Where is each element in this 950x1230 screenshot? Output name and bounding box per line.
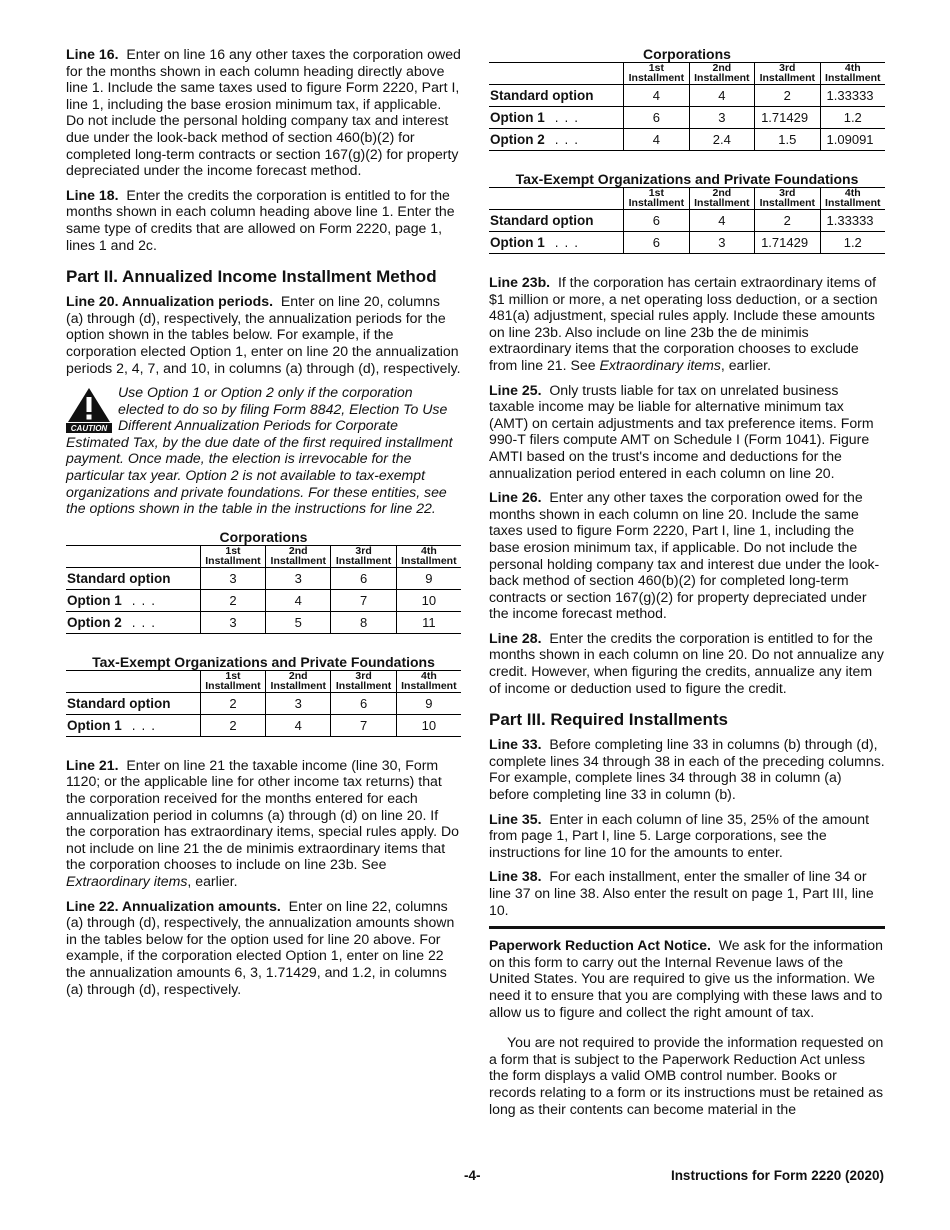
row-label-text: Option 2 [490, 132, 545, 147]
line38-paragraph: Line 38. For each installment, enter the smaller of line 34 or line 37 on line 38. Also enter the result on page 1, Part III, line 10. [489, 868, 874, 918]
line16-paragraph: Line 16. Enter on line 16 any other taxes the corporation owed for the months shown in each column heading directly above line 1. Include the same taxes used to figure Form 2220, Part I, line 1, including the base erosion minimum tax, if applicable. Do not include the personal holding company tax and interest due under the look-back method of section 460(b)(2) for completed long-term contracts or section 167(g)(2) for property depreciated under the income forecast method. [66, 46, 461, 179]
row-label [489, 107, 624, 129]
column-header-ordinal: 3rd [779, 187, 796, 199]
table-cell: 3 [200, 567, 265, 589]
table-corporations-amounts-title: Corporations [643, 46, 731, 62]
column-header [200, 670, 265, 692]
leader-dots: ... [131, 717, 162, 733]
table-cell: 7 [331, 714, 396, 736]
leader-dots: ... [131, 614, 162, 630]
row-label-text: Standard option [490, 88, 594, 103]
table-cell: 2 [200, 692, 265, 714]
row-label [489, 129, 624, 151]
column-header-ordinal: 1st [648, 187, 664, 199]
row-label-text: Option 1 [67, 592, 122, 608]
table-cell: 9 [396, 567, 461, 589]
table-cell: 4 [266, 714, 331, 736]
table-cell: 6 [331, 567, 396, 589]
column-header [331, 670, 396, 692]
table-cell: 4 [624, 129, 689, 151]
table-cell: 3 [689, 107, 754, 129]
table-cell: 9 [396, 692, 461, 714]
table-row [489, 210, 885, 232]
column-header-word: Installment [694, 72, 750, 84]
column-header [820, 188, 885, 210]
column-header-ordinal: 1st [225, 544, 241, 557]
table-row [489, 129, 885, 151]
table-cell: 3 [689, 232, 754, 254]
row-label [66, 567, 200, 589]
column-header-word: Installment [401, 554, 457, 567]
column-header-word: Installment [694, 197, 750, 209]
table-row [66, 589, 461, 611]
table-row [66, 567, 461, 589]
table-cell: 6 [624, 232, 689, 254]
table-cell: 10 [396, 714, 461, 736]
right-column [489, 46, 885, 1125]
column-header-ordinal: 4th [844, 187, 861, 199]
table-corporations-periods [66, 545, 461, 634]
table-cell: 6 [624, 107, 689, 129]
column-header [331, 545, 396, 567]
omb-paragraph: You are not required to provide the information requested on a form that is subject to the Paperwork Reduction Act unless the form displays a valid OMB control number. Books or records relating to a form or its instructions must be retained as long as their contents can become material in the [489, 1034, 884, 1117]
column-header [624, 188, 689, 210]
part3-heading: Part III. Required Installments [489, 710, 729, 730]
table-cell: 2 [200, 589, 265, 611]
table-exempt-periods [66, 670, 461, 737]
table-cell: 7 [331, 589, 396, 611]
line18-paragraph: Line 18. Enter the credits the corporation is entitled to for the months shown in each column heading above line 1. Enter the same type of credits that are allowed on Form 2220, page 1, lines 1 and 2c. [66, 186, 455, 253]
column-header [200, 545, 265, 567]
page-number: -4- [464, 1168, 481, 1183]
table-corporations-amounts [489, 62, 885, 151]
table-cell: 2 [200, 714, 265, 736]
part2-heading: Part II. Annualized Income Installment Method [66, 267, 437, 287]
table-cell: 4 [689, 85, 754, 107]
row-label-text: Standard option [490, 213, 594, 228]
table-cell: 6 [624, 210, 689, 232]
column-header-ordinal: 3rd [355, 544, 372, 557]
line25-paragraph: Line 25. Only trusts liable for tax on unrelated business taxable income may be liable for alternative minimum tax (AMT) on certain adjustments and tax preference items. Form 990-T filers compute AMT on Schedule I (Form 1041). Figure AMTI based on the trust's income and deductions for the annualization period entered in each column on line 20. [489, 381, 874, 481]
caution-note [66, 384, 461, 517]
column-header [689, 63, 754, 85]
table-row [489, 85, 885, 107]
table-cell: 3 [200, 611, 265, 633]
line21-paragraph: Line 21. Enter on line 21 the taxable income (line 30, Form 1120; or the applicable line for other income tax returns) that the corporation received for the months entered for each annualization period in columns (a) through (d) on line 20. If the corporation has extraordinary items, special rules apply. Do not include on line 21 the de minimis extraordinary items that the corporation chooses to include on line 23b. See Extraordinary items, earlier. [66, 756, 459, 889]
table-cell: 4 [689, 210, 754, 232]
row-label-text: Option 1 [67, 717, 122, 733]
column-header-ordinal: 2nd [288, 544, 308, 557]
column-header-ordinal: 2nd [712, 62, 732, 74]
line23b-paragraph: Line 23b. If the corporation has certain extraordinary items of $1 million or more, a net operating loss deduction, or a section 481(a) adjustment, special rules apply. Include these amounts on line 23b. Also include on line 23b the de minimis extraordinary items that the corporation chooses to exclude from line 21. See Extraordinary items, earlier. [489, 274, 878, 373]
column-header [755, 63, 820, 85]
table-cell: 1.71429 [755, 232, 820, 254]
row-label [66, 692, 200, 714]
column-header-word: Installment [759, 197, 816, 209]
table-cell: 1.2 [820, 107, 885, 129]
column-header-word: Installment [205, 554, 261, 567]
table-cell: 4 [624, 85, 689, 107]
table-cell: 1.09091 [820, 129, 885, 151]
table-cell: 8 [331, 611, 396, 633]
left-column [66, 46, 461, 1005]
caution-text: Use Option 1 or Option 2 only if the corporation elected to do so by filing Form 8842, Election To Use Different Annualization Periods for Corporate Estimated Tax, by the due date of the first required installment payment. Once made, the election is irrevocable for the particular tax year. Option 2 is not available to tax-exempt organizations and private foundations. For these entities, see the options shown in the table in the instructions for line 22. [66, 384, 453, 517]
column-header-word: Installment [401, 679, 457, 692]
row-label [489, 85, 624, 107]
column-header-word: Installment [759, 72, 816, 84]
table-cell: 11 [396, 611, 461, 633]
caution-icon [66, 387, 112, 433]
column-header [396, 670, 461, 692]
column-header-ordinal: 3rd [355, 669, 372, 682]
header-blank [66, 545, 200, 567]
line33-paragraph: Line 33. Before completing line 33 in columns (b) through (d), complete lines 34 through 38 in each of the preceding columns. For example, complete lines 34 through 38 in column (a) before completing line 33 in column (b). [489, 736, 885, 803]
table-cell: 10 [396, 589, 461, 611]
section-divider [489, 926, 885, 929]
table-cell: 1.5 [755, 129, 820, 151]
row-label [66, 589, 200, 611]
leader-dots: ... [131, 592, 162, 608]
table-cell: 2.4 [689, 129, 754, 151]
column-header-word: Installment [335, 679, 392, 692]
column-header-ordinal: 4th [420, 544, 437, 557]
header-blank [489, 188, 624, 210]
row-label-text: Option 1 [490, 110, 545, 125]
column-header-word: Installment [628, 72, 685, 84]
leader-dots: ... [554, 132, 585, 147]
column-header-ordinal: 4th [844, 62, 861, 74]
row-label [489, 232, 624, 254]
column-header [624, 63, 689, 85]
table-row [66, 714, 461, 736]
table-cell: 3 [266, 567, 331, 589]
table-cell: 4 [266, 589, 331, 611]
table-cell: 2 [755, 85, 820, 107]
table-corporations-periods-title: Corporations [219, 528, 308, 545]
row-label [489, 210, 624, 232]
column-header-word: Installment [628, 197, 685, 209]
column-header-ordinal: 1st [648, 62, 664, 74]
header-blank [489, 63, 624, 85]
table-cell: 2 [755, 210, 820, 232]
table-row [489, 107, 885, 129]
line28-paragraph: Line 28. Enter the credits the corporation is entitled to for the months shown in each column on line 20. Do not annualize any credit. However, when figuring the credits, annualize any item of income or deduction used to figure the credit. [489, 629, 884, 696]
leader-dots: ... [554, 235, 585, 250]
column-header-ordinal: 4th [420, 669, 437, 682]
column-header-word: Installment [270, 679, 326, 692]
table-row [489, 232, 885, 254]
column-header [266, 670, 331, 692]
table-exempt-periods-title: Tax-Exempt Organizations and Private Foundations [92, 653, 435, 670]
column-header [266, 545, 331, 567]
header-blank [66, 670, 200, 692]
table-cell: 1.33333 [820, 85, 885, 107]
line22-paragraph: Line 22. Annualization amounts. Enter on line 22, columns (a) through (d), respectively, the annualization amounts shown in the tables below for the option used for line 20 above. For example, if the corporation elected Option 1, enter on line 22 the annualization amounts 6, 3, 1.71429, and 1.2, in columns (a) through (d), respectively. [66, 897, 455, 997]
column-header [820, 63, 885, 85]
table-exempt-amounts [489, 187, 885, 254]
table-row [66, 692, 461, 714]
column-header-ordinal: 2nd [288, 669, 308, 682]
column-header-ordinal: 3rd [779, 62, 796, 74]
column-header [396, 545, 461, 567]
table-cell: 3 [266, 692, 331, 714]
column-header-word: Installment [205, 679, 261, 692]
table-cell: 1.71429 [755, 107, 820, 129]
row-label-text: Option 2 [67, 614, 122, 630]
line35-paragraph: Line 35. Enter in each column of line 35, 25% of the amount from page 1, Part I, line 5. Large corporations, see the instructions for line 10 for the amounts to enter. [489, 810, 869, 860]
row-label [66, 611, 200, 633]
line20-paragraph: Line 20. Annualization periods. Enter on line 20, columns (a) through (d), respectively, the annualization periods for the option shown in the tables below. For example, if the corporation elected Option 1, enter on line 20 the annualization periods 2, 4, 7, and 10, in columns (a) through (d), respectively. [66, 293, 461, 376]
leader-dots: ... [554, 110, 585, 125]
paperwork-notice: Paperwork Reduction Act Notice. We ask for the information on this form to carry out the Internal Revenue laws of the United States. You are required to give us the information. We need it to ensure that you are complying with these laws and to allow us to figure and collect the right amount of tax. [489, 937, 883, 1020]
row-label-text: Standard option [67, 570, 171, 586]
column-header-word: Installment [825, 197, 881, 209]
table-exempt-amounts-title: Tax-Exempt Organizations and Private Foundations [515, 171, 859, 187]
column-header-word: Installment [270, 554, 326, 567]
footer-title: Instructions for Form 2220 (2020) [670, 1168, 884, 1183]
column-header-word: Installment [335, 554, 392, 567]
table-cell: 1.2 [820, 232, 885, 254]
line26-paragraph: Line 26. Enter any other taxes the corporation owed for the months shown in each column on line 20. Include the same taxes used to figure Form 2220, Part I, line 1, including the base erosion minimum tax, if applicable. Do not include the personal holding company tax and interest due under the look-back method of section 460(b)(2) for completed long-term contracts or section 167(g)(2) for property depreciated under the income forecast method. [489, 489, 880, 622]
table-cell: 5 [266, 611, 331, 633]
row-label-text: Standard option [67, 695, 171, 711]
row-label [66, 714, 200, 736]
table-cell: 1.33333 [820, 210, 885, 232]
column-header [689, 188, 754, 210]
caution-icon-label: CAUTION [70, 424, 108, 434]
row-label-text: Option 1 [490, 235, 545, 250]
table-cell: 6 [331, 692, 396, 714]
column-header-ordinal: 1st [225, 669, 241, 682]
column-header-word: Installment [825, 72, 881, 84]
column-header [755, 188, 820, 210]
table-row [66, 611, 461, 633]
column-header-ordinal: 2nd [712, 187, 732, 199]
